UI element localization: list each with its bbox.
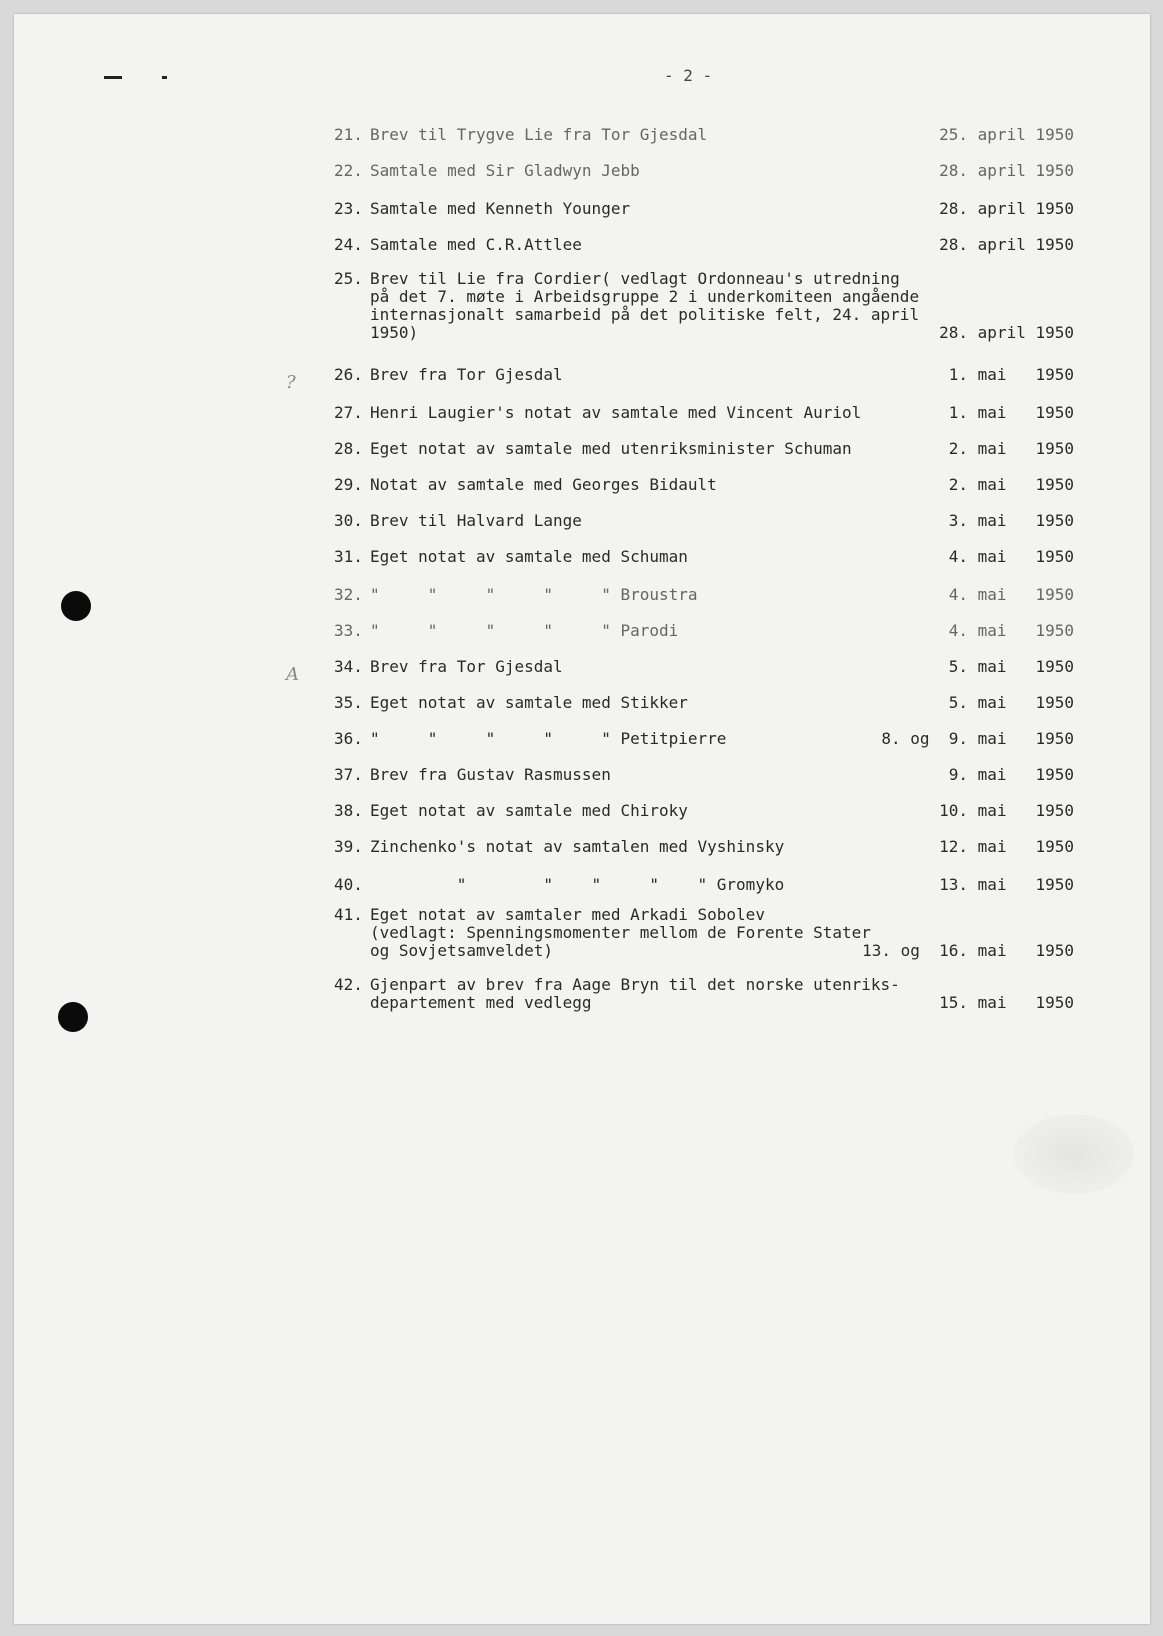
entry-text: Samtale med C.R.Attlee: [370, 235, 582, 254]
entry-date: 1. mai 1950: [948, 403, 1074, 422]
entry-row: [334, 162, 1074, 180]
entry-date: 28. april 1950: [939, 323, 1074, 342]
entry-number: 29.: [334, 475, 363, 494]
entry-row: [334, 586, 1074, 604]
entry-text: Zinchenko's notat av samtalen med Vyshinsky: [370, 837, 785, 856]
entry-date: 5. mai 1950: [948, 693, 1074, 712]
entry-number: 34.: [334, 657, 363, 676]
entry-date: 3. mai 1950: [948, 511, 1074, 530]
entry-date: 13. mai 1950: [939, 875, 1074, 894]
document-page: [14, 14, 1150, 1624]
entry-number: 23.: [334, 199, 363, 218]
entry-row: [334, 802, 1074, 820]
entry-number: 32.: [334, 585, 363, 604]
entry-number: 39.: [334, 837, 363, 856]
entry-row: [334, 404, 1074, 422]
paper-smudge: [1014, 1114, 1134, 1194]
typed-dot: [162, 76, 167, 79]
entry-text: Eget notat av samtale med utenriksminister Schuman: [370, 439, 852, 458]
entry-text: Brev fra Tor Gjesdal: [370, 657, 563, 676]
entry-date: 2. mai 1950: [948, 439, 1074, 458]
entry-text: Eget notat av samtale med Stikker: [370, 693, 688, 712]
margin-mark: A: [286, 664, 299, 685]
entry-number: 36.: [334, 729, 363, 748]
entry-number: 38.: [334, 801, 363, 820]
entry-text: Brev fra Tor Gjesdal: [370, 365, 563, 384]
entry-date: 4. mai 1950: [948, 547, 1074, 566]
entry-text: " " " " " Petitpierre: [370, 729, 727, 748]
entry-row: [334, 512, 1074, 530]
entry-number: 30.: [334, 511, 363, 530]
entry-text: Brev fra Gustav Rasmussen: [370, 765, 611, 784]
entry-row: [334, 766, 1074, 784]
entry-number: 42.: [334, 975, 363, 994]
entry-date: 13. og 16. mai 1950: [862, 941, 1074, 960]
entry-row: [334, 976, 1074, 1012]
entry-row: [334, 366, 1074, 384]
entry-text: Eget notat av samtale med Schuman: [370, 547, 688, 566]
entry-row: [334, 694, 1074, 712]
entry-text: " " " " " Parodi: [370, 621, 679, 640]
entry-date: 10. mai 1950: [939, 801, 1074, 820]
entry-row: [334, 126, 1074, 144]
entry-number: 22.: [334, 161, 363, 180]
entry-date: 4. mai 1950: [948, 585, 1074, 604]
entry-text: Eget notat av samtale med Chiroky: [370, 801, 688, 820]
entry-date: 5. mai 1950: [948, 657, 1074, 676]
entry-text: " " " " " Broustra: [370, 585, 698, 604]
entry-number: 28.: [334, 439, 363, 458]
entry-number: 41.: [334, 905, 363, 924]
entry-date: 28. april 1950: [939, 235, 1074, 254]
entry-number: 33.: [334, 621, 363, 640]
entry-text: Samtale med Sir Gladwyn Jebb: [370, 161, 640, 180]
entry-text: Henri Laugier's notat av samtale med Vincent Auriol: [370, 403, 862, 422]
entry-date: 12. mai 1950: [939, 837, 1074, 856]
entry-row: [334, 838, 1074, 856]
page-number: - 2 -: [664, 66, 713, 85]
entry-row: [334, 476, 1074, 494]
punch-hole-upper: [61, 591, 91, 621]
entry-row: [334, 876, 1074, 894]
entry-date: 28. april 1950: [939, 199, 1074, 218]
entry-text: Eget notat av samtaler med Arkadi Sobolev (vedlagt: Spenningsmomenter mellom de Forente Stater og Sovjetsamveldet): [370, 905, 871, 960]
entry-row: [334, 906, 1074, 960]
entry-text: " " " " " Gromyko: [370, 875, 785, 894]
entry-date: 1. mai 1950: [948, 365, 1074, 384]
entry-row: [334, 236, 1074, 254]
entry-date: 9. mai 1950: [948, 765, 1074, 784]
entry-number: 25.: [334, 269, 363, 288]
typed-dash: [104, 76, 122, 79]
margin-mark: ?: [286, 372, 296, 393]
entry-number: 27.: [334, 403, 363, 422]
entry-row: [334, 730, 1074, 748]
punch-hole-lower: [58, 1002, 88, 1032]
entry-text: Brev til Trygve Lie fra Tor Gjesdal: [370, 125, 708, 144]
entry-number: 35.: [334, 693, 363, 712]
entry-number: 37.: [334, 765, 363, 784]
entry-row: [334, 548, 1074, 566]
entry-number: 26.: [334, 365, 363, 384]
entry-date: 2. mai 1950: [948, 475, 1074, 494]
entry-number: 40.: [334, 875, 363, 894]
entry-number: 21.: [334, 125, 363, 144]
entry-number: 31.: [334, 547, 363, 566]
entry-row: [334, 622, 1074, 640]
entry-date: 4. mai 1950: [948, 621, 1074, 640]
entry-text: Notat av samtale med Georges Bidault: [370, 475, 717, 494]
entry-date: 25. april 1950: [939, 125, 1074, 144]
entry-row: [334, 200, 1074, 218]
entry-row: [334, 270, 1074, 342]
entry-number: 24.: [334, 235, 363, 254]
entry-text: Gjenpart av brev fra Aage Bryn til det norske utenriks- departement med vedlegg: [370, 975, 900, 1012]
entry-text: Samtale med Kenneth Younger: [370, 199, 631, 218]
entry-text: Brev til Halvard Lange: [370, 511, 582, 530]
entry-date: 15. mai 1950: [939, 993, 1074, 1012]
entry-text: Brev til Lie fra Cordier( vedlagt Ordonneau's utredning på det 7. møte i Arbeidsgruppe 2 i underkomiteen angående internasjonalt samarbeid på det politiske felt, 24. april 1950): [370, 269, 920, 342]
entry-date: 8. og 9. mai 1950: [881, 729, 1074, 748]
entry-row: [334, 440, 1074, 458]
entry-row: [334, 658, 1074, 676]
entry-date: 28. april 1950: [939, 161, 1074, 180]
